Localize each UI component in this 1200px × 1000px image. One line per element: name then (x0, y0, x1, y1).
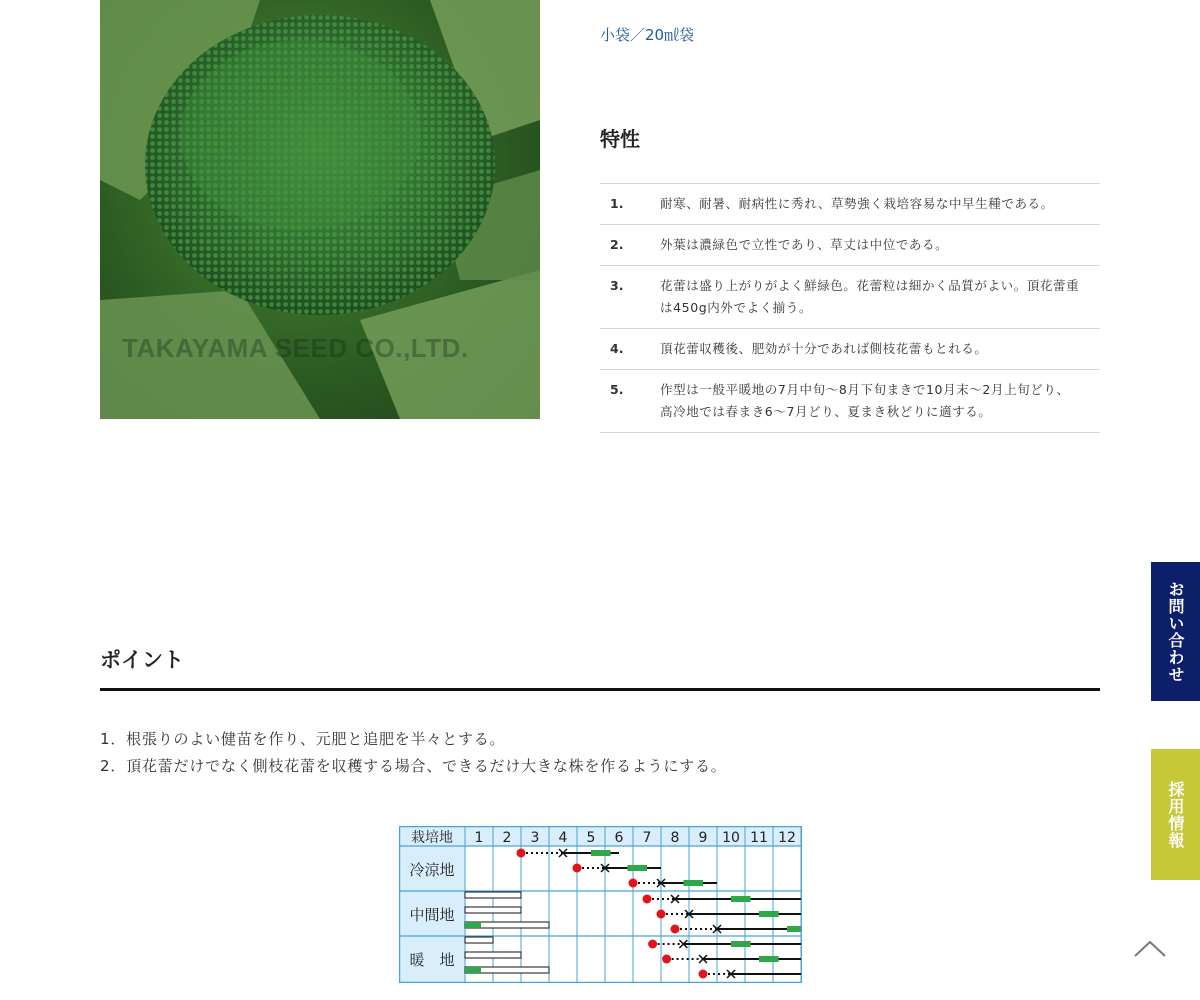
sowing-marker (699, 970, 708, 979)
overwinter-bar (465, 952, 521, 958)
overwinter-bar (465, 907, 521, 913)
sowing-marker (662, 955, 671, 964)
sowing-marker (657, 910, 666, 919)
harvest-bar (465, 967, 481, 973)
overwinter-bar (465, 937, 493, 943)
point-heading: ポイント (100, 648, 184, 672)
harvest-bar (759, 911, 779, 917)
trait-text: 花蕾は盛り上がりがよく鮮緑色。花蕾粒は細かく品質がよい。頂花蕾重は450g内外でよく揃う。 (660, 278, 1080, 315)
sowing-marker (648, 940, 657, 949)
list-item (600, 370, 1100, 433)
region-label: 冷涼地 (409, 861, 455, 879)
trait-number: 5. (610, 382, 624, 397)
harvest-bar (591, 850, 611, 856)
list-item (600, 266, 1100, 329)
month-label: 3 (530, 830, 540, 846)
trait-text: 耐寒、耐暑、耐病性に秀れ、草勢強く栽培容易な中早生種である。 (660, 196, 1054, 211)
trait-number: 3. (610, 278, 624, 293)
schedule-header-label: 栽培地 (411, 830, 453, 846)
traits-heading: 特性 (600, 127, 640, 151)
trait-text: 頂花蕾収穫後、肥効が十分であれば側枝花蕾もとれる。 (660, 341, 988, 356)
package-size-link[interactable]: 小袋／20㎖袋 (600, 26, 695, 44)
list-item (600, 225, 1100, 266)
trait-text: 外葉は濃緑色で立性であり、草丈は中位である。 (660, 237, 949, 252)
harvest-bar (731, 941, 751, 947)
point-item: 2．頂花蕾だけでなく側枝花蕾を収穫する場合、できるだけ大きな株を作るようにする。 (100, 757, 727, 775)
contact-tab[interactable]: お問い合わせ (1151, 562, 1200, 701)
point-list (100, 726, 727, 780)
month-label: 5 (586, 830, 596, 846)
trait-text: 作型は一般平暖地の7月中旬～8月下旬まきで10月末～2月上旬どり、高冷地では春まき6～7月どり、夏まき秋どりに適する。 (660, 382, 1070, 419)
traits-list (600, 183, 1100, 433)
back-to-top-icon[interactable] (1130, 934, 1170, 964)
overwinter-bar (465, 892, 521, 898)
month-label: 7 (642, 830, 652, 846)
list-item (600, 329, 1100, 370)
harvest-bar (787, 926, 801, 932)
harvest-bar (759, 956, 779, 962)
harvest-bar (465, 922, 481, 928)
sowing-marker (573, 864, 582, 873)
sowing-marker (629, 879, 638, 888)
month-label: 9 (698, 830, 708, 846)
harvest-bar (627, 865, 647, 871)
month-label: 4 (558, 830, 568, 846)
region-label: 中間地 (409, 906, 455, 924)
sowing-marker (517, 849, 526, 858)
list-item (600, 184, 1100, 225)
month-label: 10 (722, 830, 740, 846)
month-label: 8 (670, 830, 680, 846)
trait-number: 4. (610, 341, 624, 356)
sowing-marker (671, 925, 680, 934)
region-label: 暖 地 (409, 951, 455, 969)
harvest-bar (683, 880, 703, 886)
broccoli-photo (100, 0, 540, 419)
recruit-tab[interactable]: 採用情報 (1151, 749, 1200, 880)
month-label: 12 (778, 830, 796, 846)
heading-rule (100, 688, 1100, 691)
month-label: 6 (614, 830, 624, 846)
cultivation-schedule-chart (399, 826, 802, 983)
month-label: 1 (474, 830, 484, 846)
harvest-bar (731, 896, 751, 902)
trait-number: 2. (610, 237, 624, 252)
month-label: 11 (750, 830, 768, 846)
month-label: 2 (502, 830, 512, 846)
trait-number: 1. (610, 196, 624, 211)
sowing-marker (643, 895, 652, 904)
point-item: 1．根張りのよい健苗を作り、元肥と追肥を半々とする。 (100, 730, 506, 748)
watermark-text: TAKAYAMA SEED CO.,LTD. (122, 333, 469, 363)
